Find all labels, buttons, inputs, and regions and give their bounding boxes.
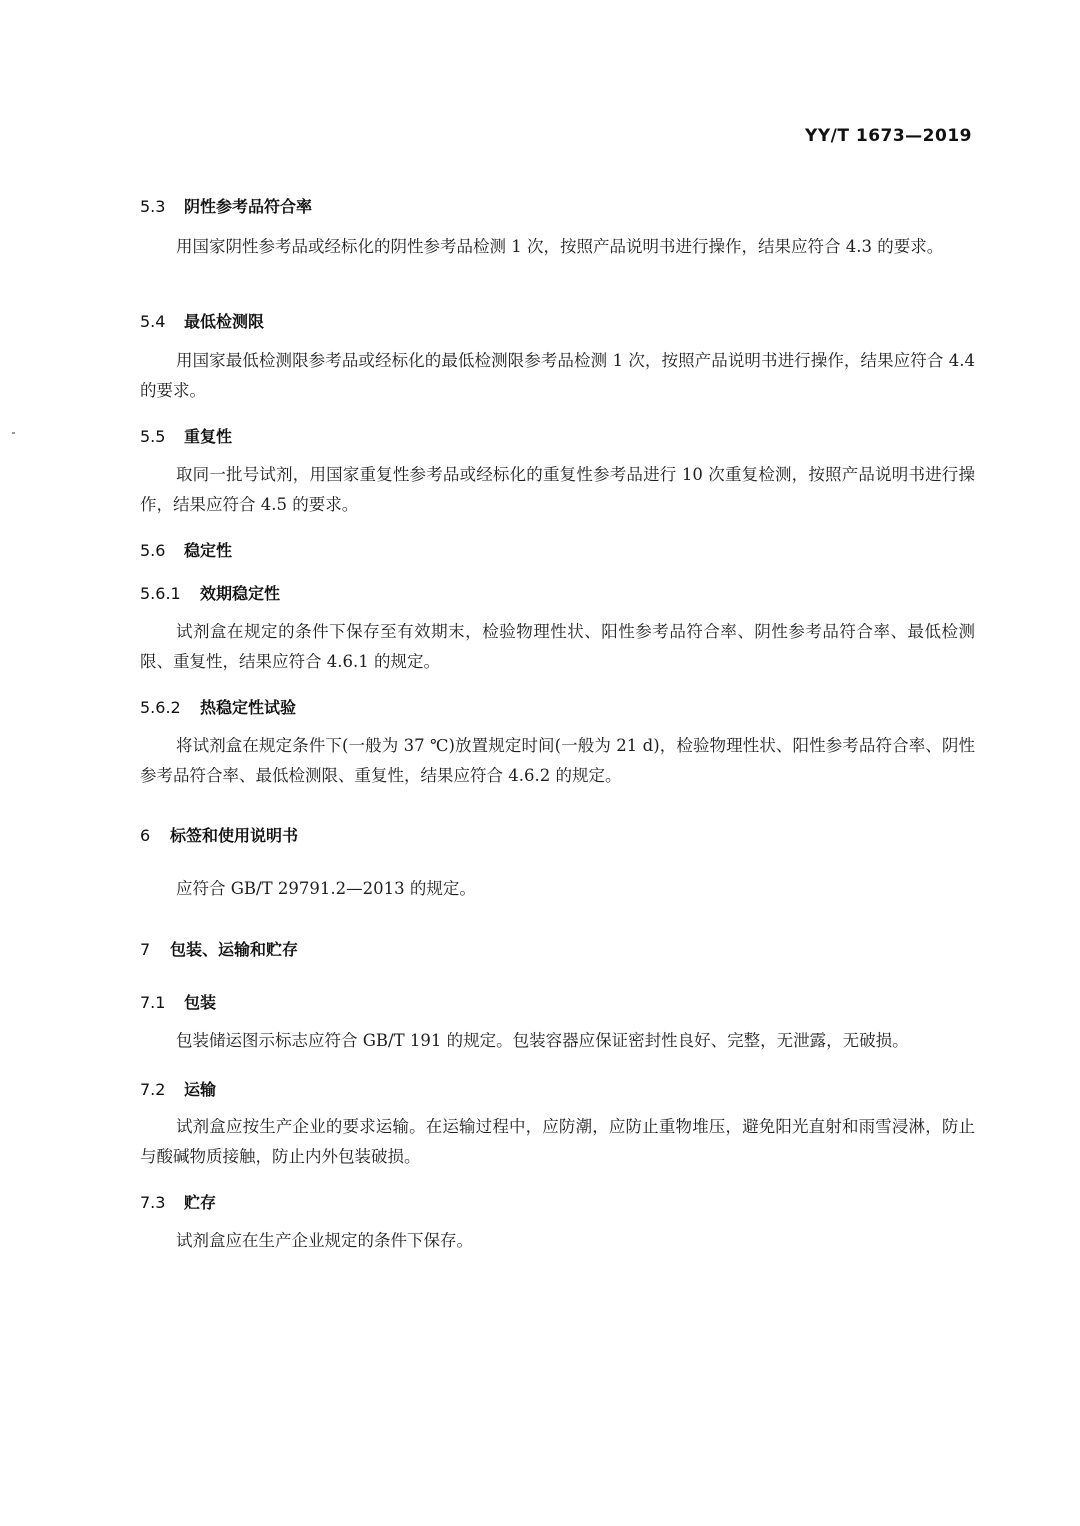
section-heading-5-6-1 [140, 581, 280, 604]
section-number: 7.2 [140, 1080, 166, 1099]
section-heading-5-4 [140, 309, 264, 332]
paragraph-7-3: 试剂盒应在生产企业规定的条件下保存。 [176, 1231, 473, 1250]
section-title: 标签和使用说明书 [170, 826, 299, 845]
paragraph-6: 应符合 GB/T 29791.2—2013 的规定。 [176, 879, 476, 898]
scan-speck [12, 432, 15, 434]
section-title: 重复性 [184, 427, 233, 446]
section-number: 7.1 [140, 993, 166, 1012]
section-title: 热稳定性试验 [200, 698, 297, 717]
paragraph-5-6-1: 试剂盒在规定的条件下保存至有效期末，检验物理性状、阳性参考品符合率、阴性参考品符合率、最低检测限、重复性，结果应符合 4.6.1 的规定。 [140, 622, 975, 671]
section-title: 包装 [184, 993, 217, 1012]
paragraph-5-3: 用国家阴性参考品或经标化的阴性参考品检测 1 次，按照产品说明书进行操作，结果应符合 4.3 的要求。 [176, 237, 944, 256]
paragraph-7-2: 试剂盒应按生产企业的要求运输。在运输过程中，应防潮，应防止重物堆压，避免阳光直射和雨雪浸淋，防止与酸碱物质接触，防止内外包装破损。 [140, 1117, 975, 1166]
section-number: 5.3 [140, 197, 166, 216]
section-title: 贮存 [184, 1193, 217, 1212]
section-number: 5.5 [140, 427, 166, 446]
paragraph-5-6-2: 将试剂盒在规定条件下(一般为 37 ℃)放置规定时间(一般为 21 d)，检验物理性状、阳性参考品符合率、阴性参考品符合率、最低检测限、重复性，结果应符合 4.6.2 的规定。 [140, 736, 975, 785]
section-title: 最低检测限 [184, 312, 265, 331]
section-number: 5.6.1 [140, 584, 181, 603]
section-number: 5.4 [140, 312, 166, 331]
section-title: 效期稳定性 [200, 584, 281, 603]
section-heading-7-3 [140, 1190, 216, 1213]
section-heading-6 [140, 823, 298, 846]
section-heading-5-6-2 [140, 695, 296, 718]
paragraph-5-5: 取同一批号试剂，用国家重复性参考品或经标化的重复性参考品进行 10 次重复检测，按照产品说明书进行操作，结果应符合 4.5 的要求。 [140, 465, 975, 514]
section-heading-7-2 [140, 1077, 216, 1100]
section-heading-7 [140, 937, 298, 960]
section-number: 5.6.2 [140, 698, 181, 717]
section-heading-5-5 [140, 424, 232, 447]
section-title: 运输 [184, 1080, 217, 1099]
paragraph-7-1: 包装储运图示标志应符合 GB/T 191 的规定。包装容器应保证密封性良好、完整，无泄露，无破损。 [176, 1031, 909, 1050]
section-title: 稳定性 [184, 541, 233, 560]
section-number: 7 [140, 940, 151, 959]
section-heading-5-3 [140, 194, 312, 217]
section-heading-5-6 [140, 538, 232, 561]
section-number: 6 [140, 826, 151, 845]
paragraph-5-4: 用国家最低检测限参考品或经标化的最低检测限参考品检测 1 次，按照产品说明书进行操作，结果应符合 4.4 的要求。 [140, 351, 975, 400]
section-heading-7-1 [140, 990, 216, 1013]
section-number: 5.6 [140, 541, 166, 560]
standard-number: YY/T 1673—2019 [805, 126, 972, 146]
section-number: 7.3 [140, 1193, 166, 1212]
section-title: 阴性参考品符合率 [184, 197, 313, 216]
section-title: 包装、运输和贮存 [170, 940, 299, 959]
